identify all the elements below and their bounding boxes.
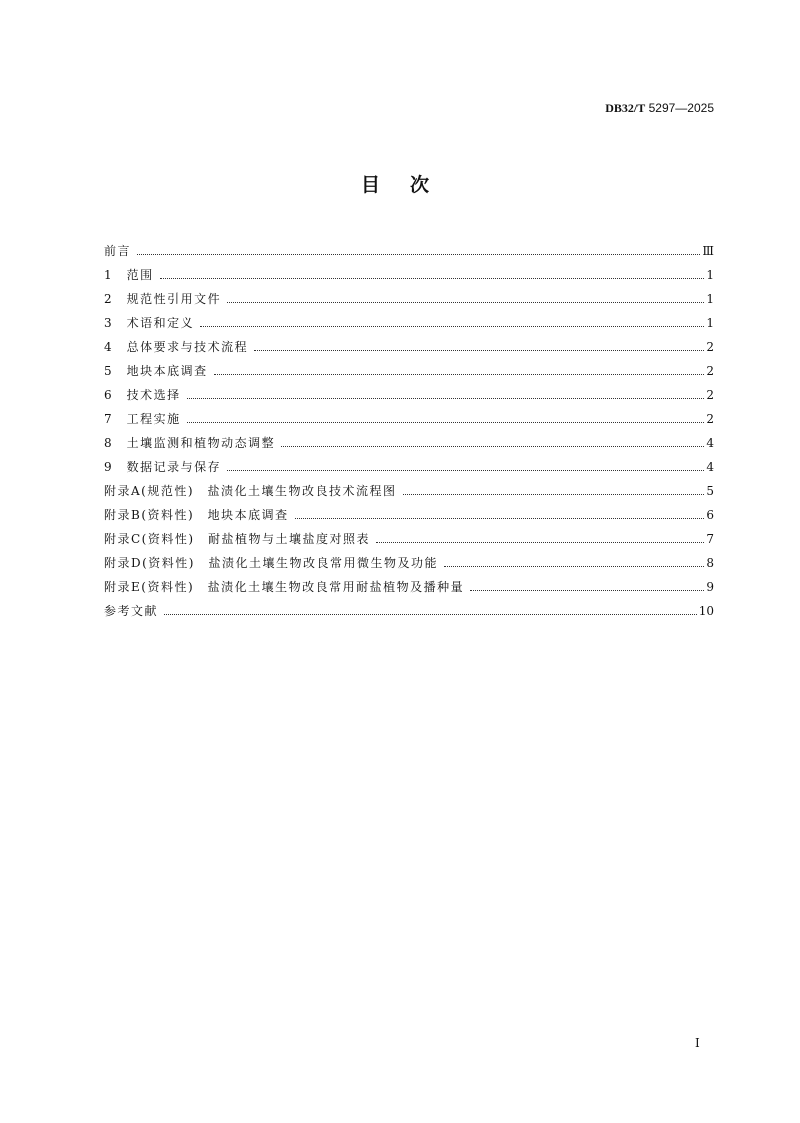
toc-entry-page: 5 (706, 484, 714, 498)
toc-entry[interactable] (104, 403, 714, 427)
dot-leader (187, 398, 705, 399)
toc-entry-label: 4 总体要求与技术流程 (104, 340, 249, 354)
toc-entry-label: 附录A(规范性) 盐渍化土壤生物改良技术流程图 (104, 484, 397, 498)
toc-entry-label: 前言 (104, 244, 132, 258)
toc-entry-page: 6 (706, 508, 714, 522)
toc-entry-label: 附录D(资料性) 盐渍化土壤生物改良常用微生物及功能 (104, 556, 438, 570)
toc-entry[interactable] (104, 283, 714, 307)
toc-entry-page: 2 (706, 364, 714, 378)
dot-leader (200, 326, 704, 327)
toc-entry[interactable] (104, 499, 714, 523)
dot-leader (227, 470, 704, 471)
toc-entry-page: 1 (706, 316, 714, 330)
toc-entry-page: 10 (698, 604, 714, 618)
toc-entry-page: 4 (706, 436, 714, 450)
dot-leader (137, 254, 700, 255)
toc-entry-label: 9 数据记录与保存 (104, 460, 222, 474)
toc-entry-label: 参考文献 (104, 604, 159, 618)
document-code-prefix: DB32/T (605, 101, 646, 115)
toc-entry[interactable] (104, 595, 714, 619)
document-code (605, 101, 714, 116)
toc-entry-label: 附录C(资料性) 耐盐植物与土壤盐度对照表 (104, 532, 371, 546)
toc-entry[interactable] (104, 379, 714, 403)
dot-leader (376, 542, 704, 543)
dot-leader (403, 494, 705, 495)
toc-entry[interactable] (104, 523, 714, 547)
dot-leader (227, 302, 704, 303)
toc-entry-page: 8 (706, 556, 714, 570)
toc-entry[interactable] (104, 307, 714, 331)
page-title: 目次 (360, 174, 459, 196)
toc-entry-page: 9 (706, 580, 714, 594)
toc-entry-label: 附录E(资料性) 盐渍化土壤生物改良常用耐盐植物及播种量 (104, 580, 465, 594)
dot-leader (160, 278, 705, 279)
dot-leader (214, 374, 705, 375)
toc-entry[interactable] (104, 355, 714, 379)
toc-entry-page: 2 (706, 340, 714, 354)
toc-entry-label: 3 术语和定义 (104, 316, 195, 330)
document-code-number: 5297—2025 (648, 101, 714, 115)
toc-entry-page: Ⅲ (702, 244, 714, 258)
toc-entry[interactable] (104, 427, 714, 451)
toc-entry[interactable] (104, 331, 714, 355)
toc-entry-label: 5 地块本底调查 (104, 364, 208, 378)
toc-entry-label: 6 技术选择 (104, 388, 181, 402)
toc-entry[interactable] (104, 235, 714, 259)
toc-entry-label: 7 工程实施 (104, 412, 181, 426)
toc-entry-label: 附录B(资料性) 地块本底调查 (104, 508, 289, 522)
toc-entry[interactable] (104, 547, 714, 571)
toc-entry[interactable] (104, 571, 714, 595)
toc-entry[interactable] (104, 259, 714, 283)
dot-leader (254, 350, 704, 351)
toc-entry[interactable] (104, 475, 714, 499)
toc-entry-page: 4 (706, 460, 714, 474)
toc-entry-label: 2 规范性引用文件 (104, 292, 222, 306)
dot-leader (295, 518, 705, 519)
dot-leader (444, 566, 704, 567)
toc-entry-label: 1 范围 (104, 268, 154, 282)
page-number: I (695, 1036, 700, 1050)
toc-entry-label: 8 土壤监测和植物动态调整 (104, 436, 276, 450)
toc-entry-page: 1 (706, 292, 714, 306)
toc-entry-page: 2 (706, 412, 714, 426)
dot-leader (281, 446, 704, 447)
dot-leader (470, 590, 704, 591)
toc-entry-page: 2 (706, 388, 714, 402)
dot-leader (164, 614, 697, 615)
toc-entry-page: 1 (706, 268, 714, 282)
table-of-contents (104, 235, 714, 619)
dot-leader (187, 422, 705, 423)
toc-entry[interactable] (104, 451, 714, 475)
toc-entry-page: 7 (706, 532, 714, 546)
